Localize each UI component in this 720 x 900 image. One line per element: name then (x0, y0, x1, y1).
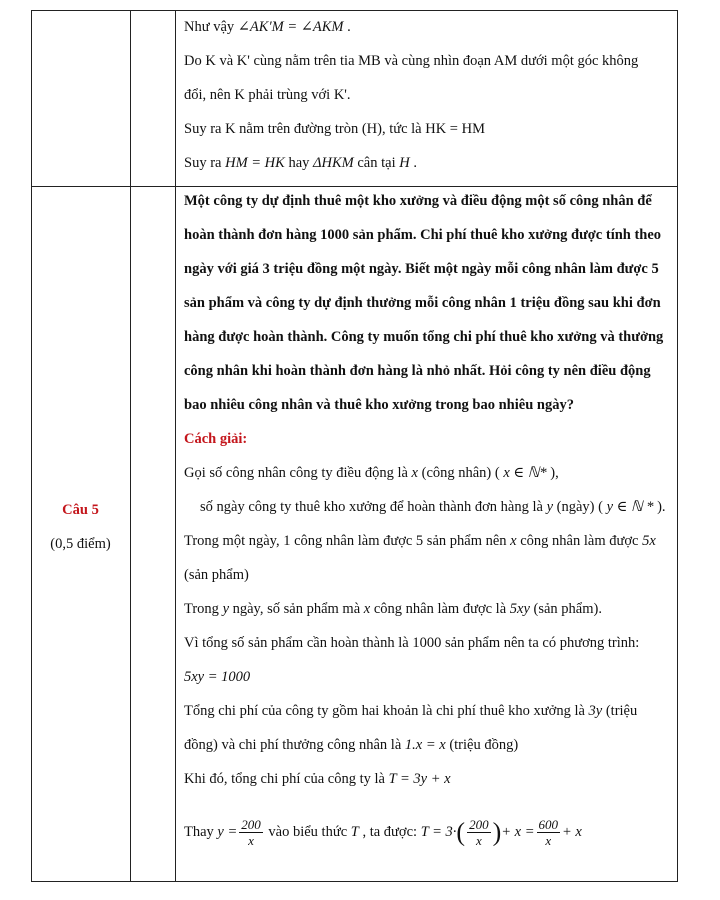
text-line: đổi, nên K phải trùng với K'. (184, 87, 351, 103)
column-divider-2 (175, 10, 176, 882)
problem-solution-cell (184, 186, 674, 881)
problem-line: hoàn thành đơn hàng 1000 sản phẩm. Chi phí thuê kho xưởng được tính theo (184, 227, 662, 243)
problem-line: ngày với giá 3 triệu đồng một ngày. Biết một ngày mỗi công nhân làm được 5 (184, 261, 659, 277)
solution-line: Tổng chi phí của công ty gồm hai khoản là chi phí thuê kho xưởng là 3y (triệu (184, 703, 638, 719)
fraction: $\frac{200}{x}$ (469, 817, 489, 849)
question-number: Câu 5 (62, 502, 99, 518)
solution-line: Khi đó, tổng chi phí của công ty là T = 3y + x (184, 771, 451, 787)
equation: 5xy = 1000 (184, 669, 251, 685)
text-line: Suy ra HM = HK hay ΔHKM cân tại H . (184, 155, 417, 171)
solution-line: Vì tổng số sản phẩm cần hoàn thành là 1000 sản phẩm nên ta có phương trình: (184, 635, 640, 651)
question-label-cell (31, 186, 130, 881)
fraction: $\frac{600}{x}$ (538, 817, 559, 849)
problem-line: hàng được hoàn thành. Công ty muốn tổng chi phí thuê kho xưởng và thưởng (184, 329, 664, 345)
column-divider-1 (130, 10, 131, 882)
solution-line: Trong một ngày, 1 công nhân làm được 5 sản phẩm nên x công nhân làm được 5x (184, 533, 656, 549)
solution-line: (sản phẩm) (184, 567, 249, 583)
problem-line: công nhân khi hoàn thành đơn hàng là nhỏ nhất. Hỏi công ty nên điều động (184, 363, 651, 379)
problem-line: bao nhiêu công nhân và thuê kho xưởng trong bao nhiêu ngày? (184, 397, 574, 413)
solution-heading: Cách giải: (184, 431, 248, 447)
problem-line: sản phẩm và công ty dự định thưởng mỗi công nhân 1 triệu đồng sau khi đơn (184, 295, 661, 311)
substitution-line: Thay y = $\frac{200}{x}$ vào biểu thức T , ta được: T = 3·( $\frac{200}{x}$ )+ x = $\frac{600}{x}$ + x (184, 817, 582, 849)
text-line: Như vậy ∠AK′M = ∠AKM . (184, 19, 351, 35)
solution-line: đồng) và chi phí thưởng công nhân là 1.x = x (triệu đồng) (184, 737, 519, 753)
table-right-border (677, 10, 678, 882)
solution-line: Trong y ngày, số sản phẩm mà x công nhân làm được là 5xy (sản phẩm). (184, 601, 602, 617)
previous-solution-cell (184, 10, 674, 186)
table-bottom-border (31, 881, 678, 882)
question-points: (0,5 điểm) (50, 536, 111, 552)
problem-line: Một công ty dự định thuê một kho xưởng và điều động một số công nhân để (184, 193, 652, 209)
solution-table (31, 10, 678, 882)
text-line: Do K và K' cùng nằm trên tia MB và cùng nhìn đoạn AM dưới một góc không (184, 53, 639, 69)
solution-line: số ngày công ty thuê kho xưởng để hoàn thành đơn hàng là y (ngày) ( y ∈ ℕ * ). (200, 499, 666, 515)
text-line: Suy ra K nằm trên đường tròn (H), tức là HK = HM (184, 121, 485, 137)
solution-line: Gọi số công nhân công ty điều động là x (công nhân) ( x ∈ ℕ* ), (184, 465, 559, 481)
fraction: $\frac{200}{x}$ (241, 817, 261, 849)
